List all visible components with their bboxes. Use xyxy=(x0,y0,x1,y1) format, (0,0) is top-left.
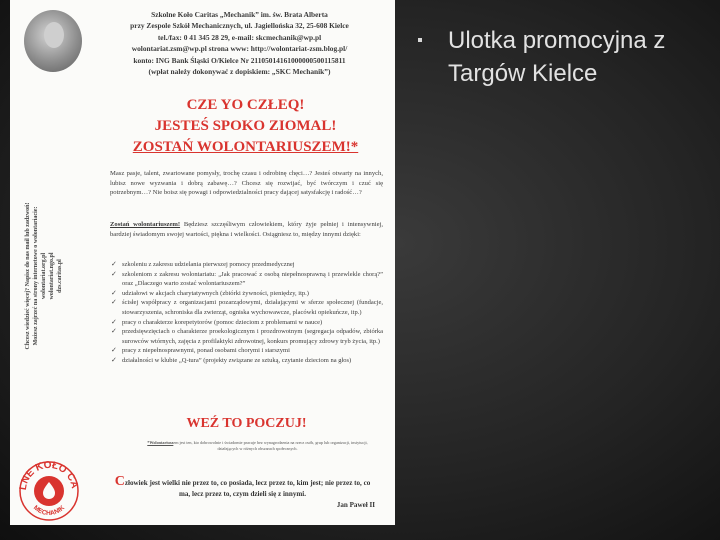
list-item: ✓ pracy z niepełnosprawnymi, ponad osobami chorymi i starszymi xyxy=(110,346,383,356)
benefits-list xyxy=(110,260,383,366)
flyer-second-paragraph xyxy=(110,220,383,239)
header-line: (wpłat należy dokonywać z dopiskiem: „SKC Mechanik”) xyxy=(148,67,331,77)
flyer-header xyxy=(98,9,381,77)
quote-text xyxy=(110,476,375,500)
quote-author: Jan Paweł II xyxy=(336,501,375,509)
paragraph-rest: Będziesz szczęśliwym człowiekiem, który żyje pełniej i intensywniej, bardziej świadomym swojej wartości, piękna i wielkości. Osiągniesz to, między innymi dzięki: xyxy=(110,221,383,238)
side-line: Możesz zajrzeć na strony internetowe o wolontariacie: xyxy=(33,206,39,346)
quote-body: złowiek jest wielki nie przez to, co posiada, lecz przez to, kim jest; nie przez to, co ma, lecz przez to, czym dzieli się z innymi. xyxy=(124,479,371,498)
side-line: wolontariat.org.pl xyxy=(41,252,47,300)
footnote-rest: em jest ten, kto dobrowolnie i świadomie pracuje bez wynagrodzenia na rzecz osób, grup lub organizacji, instytucji, działających w różnych obszarach społecznych. xyxy=(173,440,368,451)
flyer-intro-paragraph: Masz pasje, talent, zwariowane pomysły, trochę czasu i odrobinę chęci…? Jesteś otwarty na innych, lubisz nowe wyzwania i dobrą zabawę…? Chcesz się rozwijać, być twórczym i czuć się potrzebnym…? Nie boisz się powagi i odpowiedzialności pracy dającej satysfakcję i radość…? xyxy=(110,170,383,197)
caritas-seal-graphic xyxy=(18,460,80,522)
list-item: ✓ pracy o charakterze korepetytorów (pomoc dzieciom z problemami w nauce) xyxy=(110,318,383,328)
list-item: ✓ ścisłej współpracy z organizacjami pozarządowymi, działającymi w sferze społecznej (fundacje, stowarzyszenia, schroniska dla zwierząt, ogniska wychowawcze, placówki opiekuńcze, itp.) xyxy=(110,298,383,317)
portrait-seal-icon xyxy=(24,10,82,72)
flyer-quote xyxy=(110,476,375,511)
seal-ring-text-small: MECHANIK xyxy=(31,504,67,518)
paragraph-lead: Zostań wolontariuszem! xyxy=(110,221,181,228)
flyer-footnote xyxy=(138,440,377,451)
header-line: tel./fax: 0 41 345 28 29, e-mail: skcmechanik@wp.pl xyxy=(157,32,322,42)
list-item: ✓ przedsięwzięciach o charakterze proekologicznym i prozdrowotnym (segregacja odpadów, zbiórka surowców wtórnych, zajęcia z profilaktyki zdrowotnej, konkurs promujący zdrowy tryb życia, itp.) xyxy=(110,327,383,346)
quote-initial: C xyxy=(114,474,125,489)
side-line: wolontariat.ngo.pl xyxy=(49,252,55,300)
side-line: Chcesz wiedzieć więcej? Napisz do nas mail lub zadzwoń! xyxy=(25,202,31,350)
square-bullet-icon xyxy=(418,38,422,42)
list-item: ✓ działalności w klubie „Q-tura” (projekty związane ze sztuką, czytanie dzieciom na głos) xyxy=(110,356,383,366)
caption-text: Ulotka promocyjna z Targów Kielce xyxy=(448,27,666,87)
header-line: przy Zespole Szkół Mechanicznych, ul. Jagiellońska 32, 25-608 Kielce xyxy=(130,21,349,31)
flyer-image xyxy=(10,0,395,525)
caritas-seal-icon xyxy=(18,460,80,522)
header-line: wolontariat.zsm@wp.pl strona www: http://wolontariat-zsm.blog.pl/ xyxy=(131,44,348,54)
footnote-lead: *Wolontariusz xyxy=(147,440,174,445)
flyer-title-line: JESTEŚ SPOKO ZIOMAL! xyxy=(154,118,337,134)
seal-ring-text: LNE KOŁO CA xyxy=(18,460,80,491)
list-item: ✓ udziałowi w akcjach charytatywnych (zbiórki żywności, pieniędzy, itp.) xyxy=(110,289,383,299)
header-line: konto: ING Bank Śląski O/Kielce Nr 21105014161000000500115811 xyxy=(133,55,346,65)
flyer-side-text xyxy=(24,161,66,391)
flyer-cta: WEŹ TO POCZUJ! xyxy=(186,416,307,431)
flyer-title-line: ZOSTAŃ WOLONTARIUSZEM!* xyxy=(132,139,359,155)
header-line: Szkolne Koło Caritas „Mechanik” im. św. Brata Alberta xyxy=(151,10,328,19)
flyer-title-line: CZE YO CZŁEQ! xyxy=(186,97,305,113)
list-item: ✓ szkoleniu z zakresu udzielania pierwszej pomocy przedmedycznej xyxy=(110,260,383,270)
side-line: dzs.caritas.pl xyxy=(57,259,63,293)
list-item: ✓ szkoleniom z zakresu wolontariatu: „Jak pracować z osobą niepełnosprawną i przewlekle chorą?” oraz „Dlaczego warto zostać wolontariuszem?” xyxy=(110,270,383,289)
